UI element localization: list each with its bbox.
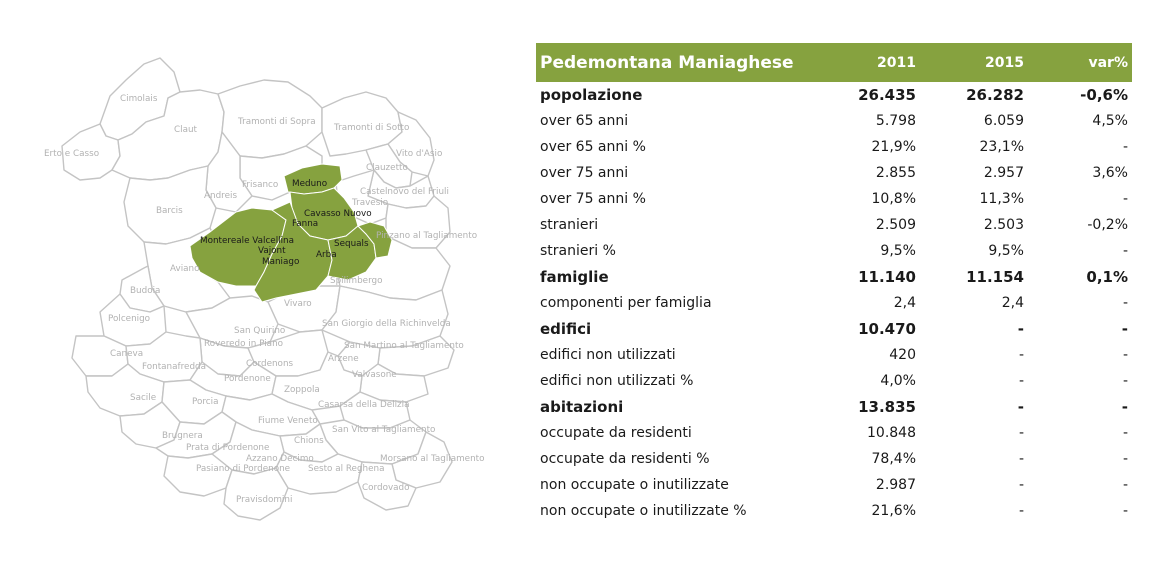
table-row xyxy=(536,160,1132,186)
label-erto-e-casso: Erto e Casso xyxy=(44,149,100,159)
label-zoppola: Zoppola xyxy=(284,385,320,395)
column-header-2015: 2015 xyxy=(920,43,1028,82)
label-san-quirino: San Quirino xyxy=(234,326,286,336)
label-tramonti-di-sopra: Tramonti di Sopra xyxy=(238,117,316,127)
value-2015: - xyxy=(1018,373,1024,389)
value-2011: 9,5% xyxy=(880,243,916,259)
value-var: 3,6% xyxy=(1092,165,1128,181)
label-porcia: Porcia xyxy=(192,397,219,407)
label-budoia: Budoia xyxy=(130,286,161,296)
value-var: - xyxy=(1121,320,1128,338)
label-aviano: Aviano xyxy=(170,264,200,274)
table-row xyxy=(536,472,1132,498)
label-polcenigo: Polcenigo xyxy=(108,314,151,324)
value-2011: 2,4 xyxy=(893,295,916,311)
row-label: edifici xyxy=(540,320,592,338)
label-pasiano: Pasiano di Pordenone xyxy=(196,464,291,474)
row-label: non occupate o inutilizzate xyxy=(540,477,729,493)
label-pinzano: Pinzano al Tagliamento xyxy=(376,231,478,241)
value-2011: 10.848 xyxy=(867,425,916,441)
value-var: - xyxy=(1122,347,1128,363)
label-spilimbergo: Spilimbergo xyxy=(330,276,383,286)
table-row xyxy=(536,368,1132,394)
label-clauzetto: Clauzetto xyxy=(366,163,408,173)
row-label: over 65 anni % xyxy=(540,139,646,155)
label-castelnovo: Castelnovo del Friuli xyxy=(360,187,449,197)
value-2011: 10,8% xyxy=(871,191,916,207)
label-prata: Prata di Pordenone xyxy=(186,443,270,453)
row-label: non occupate o inutilizzate % xyxy=(540,503,747,519)
row-label: componenti per famiglia xyxy=(540,295,712,311)
row-label: famiglie xyxy=(540,268,609,286)
label-cordovado: Cordovado xyxy=(362,483,410,493)
value-2011: 4,0% xyxy=(880,373,916,389)
value-2015: - xyxy=(1018,425,1024,441)
value-2015: - xyxy=(1017,320,1024,338)
label-sacile: Sacile xyxy=(130,393,157,403)
table-row xyxy=(536,186,1132,212)
value-var: -0,2% xyxy=(1087,217,1128,233)
value-2015: - xyxy=(1018,347,1024,363)
table-row xyxy=(536,420,1132,446)
row-label: over 75 anni xyxy=(540,165,629,181)
value-2015: 11.154 xyxy=(966,268,1024,286)
value-2011: 2.855 xyxy=(875,165,916,181)
table-title: Pedemontana Maniaghese xyxy=(536,43,816,82)
value-2015: - xyxy=(1018,477,1024,493)
value-2011: 2.987 xyxy=(875,477,916,493)
value-2011: 78,4% xyxy=(871,451,916,467)
table-row xyxy=(536,238,1132,264)
row-label: popolazione xyxy=(540,86,643,104)
value-2015: 2.957 xyxy=(983,165,1024,181)
value-var: - xyxy=(1122,191,1128,207)
row-label: abitazioni xyxy=(540,398,624,416)
label-san-martino: San Martino al Tagliamento xyxy=(344,341,464,351)
value-2011: 21,6% xyxy=(871,503,916,519)
row-label: edifici non utilizzati % xyxy=(540,373,694,389)
label-vajont: Vajont xyxy=(258,246,286,256)
value-2011: 420 xyxy=(889,347,916,363)
value-var: 4,5% xyxy=(1092,113,1128,129)
value-var: - xyxy=(1122,243,1128,259)
row-label: stranieri xyxy=(540,217,599,233)
value-var: - xyxy=(1122,295,1128,311)
row-label: occupate da residenti xyxy=(540,425,692,441)
value-2015: - xyxy=(1018,503,1024,519)
table-row xyxy=(536,264,1132,290)
value-var: - xyxy=(1122,477,1128,493)
value-2015: - xyxy=(1018,451,1024,467)
table-body xyxy=(536,82,1132,524)
label-pravisdomini: Pravisdomini xyxy=(236,495,293,505)
table-row xyxy=(536,394,1132,420)
value-2015: 11,3% xyxy=(979,191,1024,207)
label-valvasone: Valvasone xyxy=(352,370,397,380)
label-travesio: Travesio xyxy=(352,198,389,208)
table-header-row xyxy=(536,43,1132,82)
value-2015: 9,5% xyxy=(988,243,1024,259)
label-chions: Chions xyxy=(294,436,324,446)
value-var: - xyxy=(1122,373,1128,389)
label-montereale-valcellina: Montereale Valcellina xyxy=(200,236,295,246)
value-2015: 2,4 xyxy=(1001,295,1024,311)
column-header-2011: 2011 xyxy=(816,43,920,82)
label-vito-dasio: Vito d'Asio xyxy=(396,149,443,159)
label-fontanafredda: Fontanafredda xyxy=(142,362,207,372)
value-2015: - xyxy=(1017,398,1024,416)
table-row xyxy=(536,290,1132,316)
table-row xyxy=(536,108,1132,134)
value-var: - xyxy=(1122,503,1128,519)
label-brugnera: Brugnera xyxy=(162,431,203,441)
label-casarsa: Casarsa della Delizia xyxy=(318,400,410,410)
column-header-var: var% xyxy=(1028,43,1132,82)
label-sesto-al-reghena: Sesto al Reghena xyxy=(308,464,385,474)
value-2011: 10.470 xyxy=(858,320,916,338)
label-meduno: Meduno xyxy=(292,179,328,189)
label-sequals: Sequals xyxy=(334,239,369,249)
label-san-giorgio: San Giorgio della Richinvelda xyxy=(322,319,451,329)
label-cordenons: Cordenons xyxy=(246,359,294,369)
label-claut: Claut xyxy=(174,125,198,135)
label-vivaro: Vivaro xyxy=(284,299,312,309)
table-row xyxy=(536,446,1132,472)
row-label: over 65 anni xyxy=(540,113,629,129)
table-row xyxy=(536,82,1132,108)
value-2011: 2.509 xyxy=(875,217,916,233)
value-2015: 6.059 xyxy=(983,113,1024,129)
table-row xyxy=(536,342,1132,368)
province-map xyxy=(40,36,500,526)
value-var: - xyxy=(1122,139,1128,155)
table-row xyxy=(536,134,1132,160)
value-2011: 26.435 xyxy=(858,86,916,104)
label-fiume-veneto: Fiume Veneto xyxy=(258,416,318,426)
label-arzene: Arzene xyxy=(328,354,359,364)
label-andreis: Andreis xyxy=(204,191,238,201)
label-arba: Arba xyxy=(316,250,337,260)
row-label: over 75 anni % xyxy=(540,191,646,207)
value-var: 0,1% xyxy=(1086,268,1128,286)
label-caneva: Caneva xyxy=(110,349,144,359)
label-azzano-decimo: Azzano Decimo xyxy=(246,454,314,464)
label-morsano: Morsano al Tagliamento xyxy=(380,454,485,464)
value-2011: 11.140 xyxy=(858,268,916,286)
label-san-vito: San Vito al Tagliamento xyxy=(332,425,436,435)
label-cimolais: Cimolais xyxy=(120,94,158,104)
value-2015: 23,1% xyxy=(979,139,1024,155)
value-2015: 2.503 xyxy=(983,217,1024,233)
statistics-table xyxy=(536,43,1132,524)
label-maniago: Maniago xyxy=(262,257,300,267)
value-2011: 21,9% xyxy=(871,139,916,155)
value-var: - xyxy=(1122,425,1128,441)
municipality-pravisdomini xyxy=(224,468,288,520)
table-row xyxy=(536,212,1132,238)
label-roveredo: Roveredo in Piano xyxy=(204,339,284,349)
label-frisanco: Frisanco xyxy=(242,180,279,190)
table-row xyxy=(536,498,1132,524)
row-label: stranieri % xyxy=(540,243,616,259)
value-2011: 5.798 xyxy=(875,113,916,129)
label-tramonti-di-sotto: Tramonti di Sotto xyxy=(334,123,410,133)
value-var: - xyxy=(1122,451,1128,467)
row-label: occupate da residenti % xyxy=(540,451,710,467)
label-barcis: Barcis xyxy=(156,206,183,216)
value-2011: 13.835 xyxy=(858,398,916,416)
label-cavasso-nuovo: Cavasso Nuovo xyxy=(304,209,372,219)
row-label: edifici non utilizzati xyxy=(540,347,676,363)
table-row xyxy=(536,316,1132,342)
value-2015: 26.282 xyxy=(966,86,1024,104)
value-var: - xyxy=(1121,398,1128,416)
label-pordenone: Pordenone xyxy=(224,374,271,384)
label-fanna: Fanna xyxy=(292,219,319,229)
value-var: -0,6% xyxy=(1080,86,1128,104)
